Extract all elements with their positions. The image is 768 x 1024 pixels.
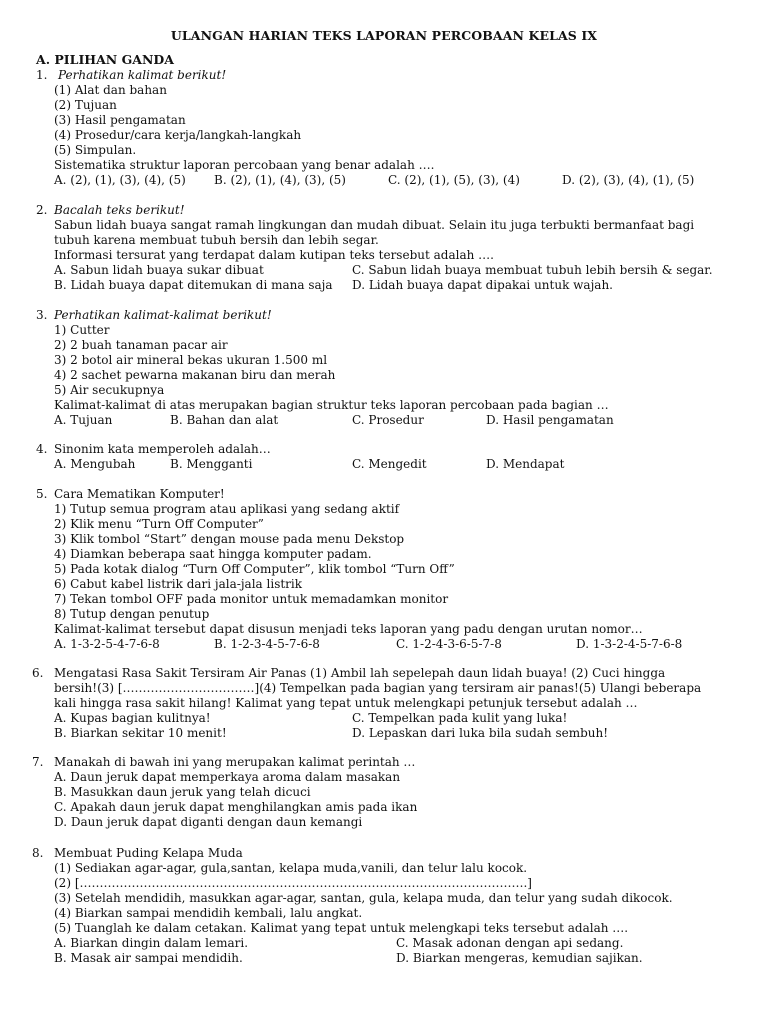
question-line: (5) Tuanglah ke dalam cetakan. Kalimat yang tepat untuk melengkapi teks tersebut adalah ….	[54, 921, 629, 935]
question-line: 1) Cutter	[54, 323, 110, 337]
option-a: A. Daun jeruk dapat memperkaya aroma dalam masakan	[54, 770, 401, 784]
question-line: Mengatasi Rasa Sakit Tersiram Air Panas (1) Ambil lah sepelepah daun lidah buaya! (2) Cuci hingga	[54, 666, 666, 680]
question-line: 4) 2 sachet pewarna makanan biru dan merah	[54, 368, 336, 382]
question-line: Kalimat-kalimat di atas merupakan bagian struktur teks laporan percobaan pada bagian …	[54, 398, 609, 412]
option-d: D. (2), (3), (4), (1), (5)	[562, 173, 695, 187]
question-line: 4) Diamkan beberapa saat hingga komputer padam.	[54, 547, 372, 561]
question-number: 3.	[36, 308, 48, 322]
question-line: (3) Setelah mendidih, masukkan agar-agar, santan, gula, kelapa muda, dan telur yang sudah dikocok.	[54, 891, 673, 905]
option-d: D. Mendapat	[486, 457, 565, 471]
option-a: A. Mengubah	[54, 457, 136, 471]
question-line: Sistematika struktur laporan percobaan yang benar adalah ….	[54, 158, 435, 172]
question-line: (5) Simpulan.	[54, 143, 137, 157]
question-prompt: Cara Mematikan Komputer!	[54, 487, 225, 501]
question-line: 3) Klik tombol “Start” dengan mouse pada menu Dekstop	[54, 532, 405, 546]
question-number: 1.	[36, 68, 48, 82]
option-a: A. 1-3-2-5-4-7-6-8	[54, 637, 160, 651]
option-c: C. Tempelkan pada kulit yang luka!	[352, 711, 568, 725]
question-line: 5) Pada kotak dialog “Turn Off Computer”, klik tombol “Turn Off”	[54, 562, 455, 576]
question-line: 6) Cabut kabel listrik dari jala-jala listrik	[54, 577, 303, 591]
question-number: 8.	[32, 846, 44, 860]
option-c: C. 1-2-4-3-6-5-7-8	[396, 637, 502, 651]
option-b: B. Masukkan daun jeruk yang telah dicuci	[54, 785, 311, 799]
question-line: 1) Tutup semua program atau aplikasi yang sedang aktif	[54, 502, 400, 516]
question-number: 7.	[32, 755, 44, 769]
option-b: B. Bahan dan alat	[170, 413, 279, 427]
option-d: D. Lepaskan dari luka bila sudah sembuh!	[352, 726, 609, 740]
question-line: tubuh karena membuat tubuh bersih dan lebih segar.	[54, 233, 379, 247]
question-prompt: Perhatikan kalimat-kalimat berikut!	[54, 308, 272, 322]
question-line: 7) Tekan tombol OFF pada monitor untuk memadamkan monitor	[54, 592, 449, 606]
question-number: 5.	[36, 487, 48, 501]
option-c: C. Apakah daun jeruk dapat menghilangkan amis pada ikan	[54, 800, 418, 814]
question-prompt: Membuat Puding Kelapa Muda	[54, 846, 243, 860]
option-d: D. Daun jeruk dapat diganti dengan daun kemangi	[54, 815, 363, 829]
option-a: A. Tujuan	[54, 413, 113, 427]
question-number: 6.	[32, 666, 44, 680]
page-title: ULANGAN HARIAN TEKS LAPORAN PERCOBAAN KELAS IX	[170, 28, 598, 43]
question-line: Sabun lidah buaya sangat ramah lingkungan dan mudah dibuat. Selain itu juga terbukti bermanfaat bagi	[54, 218, 695, 232]
question-line: (4) Prosedur/cara kerja/langkah-langkah	[54, 128, 302, 142]
question-line: Kalimat-kalimat tersebut dapat disusun menjadi teks laporan yang padu dengan urutan nomor…	[54, 622, 643, 636]
question-prompt: Bacalah teks berikut!	[54, 203, 185, 217]
question-line: (3) Hasil pengamatan	[54, 113, 186, 127]
option-d: D. 1-3-2-4-5-7-6-8	[576, 637, 683, 651]
option-b: B. (2), (1), (4), (3), (5)	[214, 173, 346, 187]
option-b: B. Biarkan sekitar 10 menit!	[54, 726, 227, 740]
option-b: B. Mengganti	[170, 457, 253, 471]
option-b: B. Lidah buaya dapat ditemukan di mana saja	[54, 278, 333, 292]
option-a: A. (2), (1), (3), (4), (5)	[54, 173, 186, 187]
option-c: C. (2), (1), (5), (3), (4)	[388, 173, 520, 187]
option-b: B. 1-2-3-4-5-7-6-8	[214, 637, 320, 651]
option-d: D. Biarkan mengeras, kemudian sajikan.	[396, 951, 643, 965]
question-number: 4.	[36, 442, 48, 456]
question-line: 8) Tutup dengan penutup	[54, 607, 210, 621]
option-c: C. Masak adonan dengan api sedang.	[396, 936, 624, 950]
question-line: (2) Tujuan	[54, 98, 117, 112]
question-prompt: Manakah di bawah ini yang merupakan kalimat perintah …	[54, 755, 416, 769]
question-line: (2) [………………………………………………………………………………………………….]	[54, 876, 532, 890]
question-line: 2) Klik menu “Turn Off Computer”	[54, 517, 264, 531]
question-line: bersih!(3) [……………………………](4) Tempelkan pada bagian yang tersiram air panas!(5) Ulangi beberapa	[54, 681, 702, 695]
question-line: (1) Sediakan agar-agar, gula,santan, kelapa muda,vanili, dan telur lalu kocok.	[54, 861, 528, 875]
question-line: (1) Alat dan bahan	[54, 83, 167, 97]
option-c: C. Sabun lidah buaya membuat tubuh lebih bersih & segar.	[352, 263, 713, 277]
option-d: D. Lidah buaya dapat dipakai untuk wajah.	[352, 278, 613, 292]
question-line: kali hingga rasa sakit hilang! Kalimat yang tepat untuk melengkapi petunjuk tersebut adalah …	[54, 696, 638, 710]
option-a: A. Biarkan dingin dalam lemari.	[54, 936, 249, 950]
question-line: 5) Air secukupnya	[54, 383, 165, 397]
option-a: A. Sabun lidah buaya sukar dibuat	[54, 263, 264, 277]
question-number: 2.	[36, 203, 48, 217]
question-prompt: Sinonim kata memperoleh adalah…	[54, 442, 271, 456]
question-line: Informasi tersurat yang terdapat dalam kutipan teks tersebut adalah ….	[54, 248, 494, 262]
question-line: 2) 2 buah tanaman pacar air	[54, 338, 228, 352]
question-prompt: Perhatikan kalimat berikut!	[58, 68, 227, 82]
option-d: D. Hasil pengamatan	[486, 413, 614, 427]
option-c: C. Prosedur	[352, 413, 424, 427]
section-heading: A. PILIHAN GANDA	[36, 52, 174, 67]
option-b: B. Masak air sampai mendidih.	[54, 951, 243, 965]
question-line: 3) 2 botol air mineral bekas ukuran 1.500 ml	[54, 353, 328, 367]
option-c: C. Mengedit	[352, 457, 427, 471]
question-line: (4) Biarkan sampai mendidih kembali, lalu angkat.	[54, 906, 363, 920]
option-a: A. Kupas bagian kulitnya!	[54, 711, 211, 725]
